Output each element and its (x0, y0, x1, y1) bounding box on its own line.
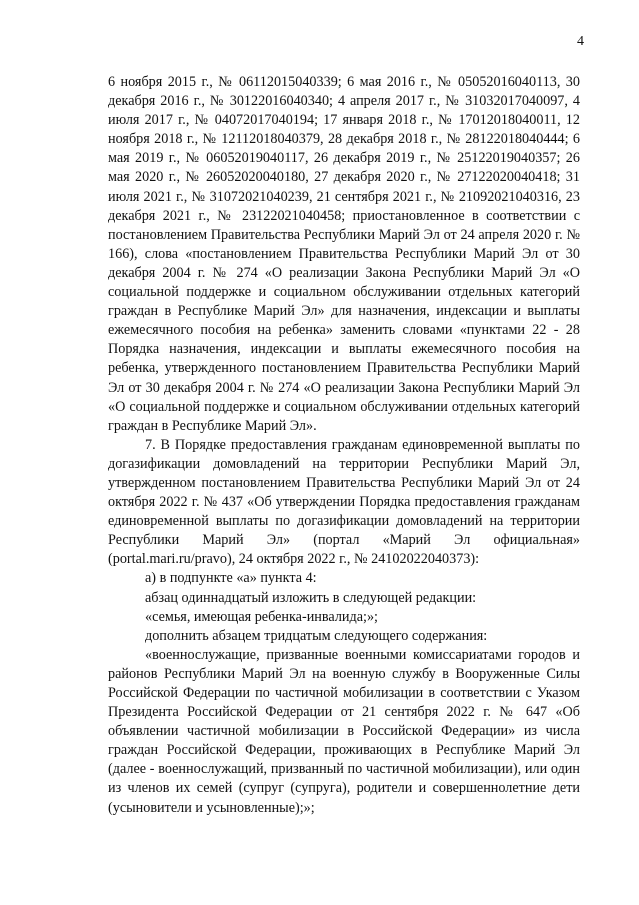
paragraph-continuation: 6 ноября 2015 г., № 06112015040339; 6 мая 2016 г., № 05052016040113, 30 декабря 2016 г., № 30122016040340; 4 апреля 2017 г., № 31032017040097, 4 июля 2017 г., № 04072017040194; 17 января 2018 г., № 17012018040011, 12 ноября 2018 г., № 12112018040379, 28 декабря 2018 г., № 28122018040444; 6 мая 2019 г., № 06052019040117, 26 декабря 2019 г., № 25122019040357; 26 мая 2020 г., № 26052020040180, 27 декабря 2020 г., № 27122020040418; 31 июля 2021 г., № 31072021040239, 21 сентября 2021 г., № 21092021040316, 23 декабря 2021 г., № 23122021040458; приостановленное в соответствии с постановлением Правительства Республики Марий Эл от 24 апреля 2020 г. № 166), слова «постановлением Правительства Республики Марий Эл от 30 декабря 2004 г. № 274 «О реализации Закона Республики Марий Эл «О социальной поддержке и социальном обслуживании отдельных категорий граждан в Республике Марий Эл» для назначения, индексации и выплаты ежемесячного пособия на ребенка» заменить словами «пунктами 22 - 28 Порядка назначения, индексации и выплаты ежемесячного пособия на ребенка, утвержденного постановлением Правительства Республики Марий Эл от 30 декабря 2004 г. № 274 «О реализации Закона Республики Марий Эл «О социальной поддержке и социальном обслуживании отдельных категорий граждан в Республике Марий Эл». (108, 74, 580, 434)
page-number: 4 (577, 34, 584, 49)
paragraph-quote-family: «семья, имеющая ребенка-инвалида;»; (145, 608, 378, 625)
paragraph-add-thirtieth: дополнить абзацем тридцатым следующего содержания: (145, 627, 488, 644)
paragraph-subitem-a: а) в подпункте «а» пункта 4: (145, 570, 317, 587)
paragraph-item-7: 7. В Порядке предоставления гражданам единовременной выплаты по догазификации домовладений на территории Республики Марий Эл, утвержденном постановлением Правительства Республики Марий Эл от 24 октября 2022 г. № 437 «Об утверждении Порядка предоставления гражданам единовременной выплаты по догазификации домовладений на территории Республики Марий Эл» (портал «Марий Эл официальная» (portal.mari.ru/pravo), 24 октября 2022 г., № 24102022040373): (108, 436, 580, 568)
document-body (108, 73, 580, 818)
paragraph-eleventh-abzac: абзац одиннадцатый изложить в следующей редакции: (145, 589, 477, 606)
paragraph-quote-servicemen: «военнослужащие, призванные военными комиссариатами городов и районов Республики Марий Эл на военную службу в Вооруженные Силы Российской Федерации по частичной мобилизации в соответствии с Указом Президента Российской Федерации от 21 сентября 2022 г. № 647 «Об объявлении частичной мобилизации в Российской Федерации» из числа граждан Российской Федерации, проживающих в Республике Марий Эл (далее - военнослужащий, призванный по частичной мобилизации), или один из членов их семей (супруг (супруга), родители и совершеннолетние дети (усыновители и усыновленные);»; (108, 646, 580, 816)
